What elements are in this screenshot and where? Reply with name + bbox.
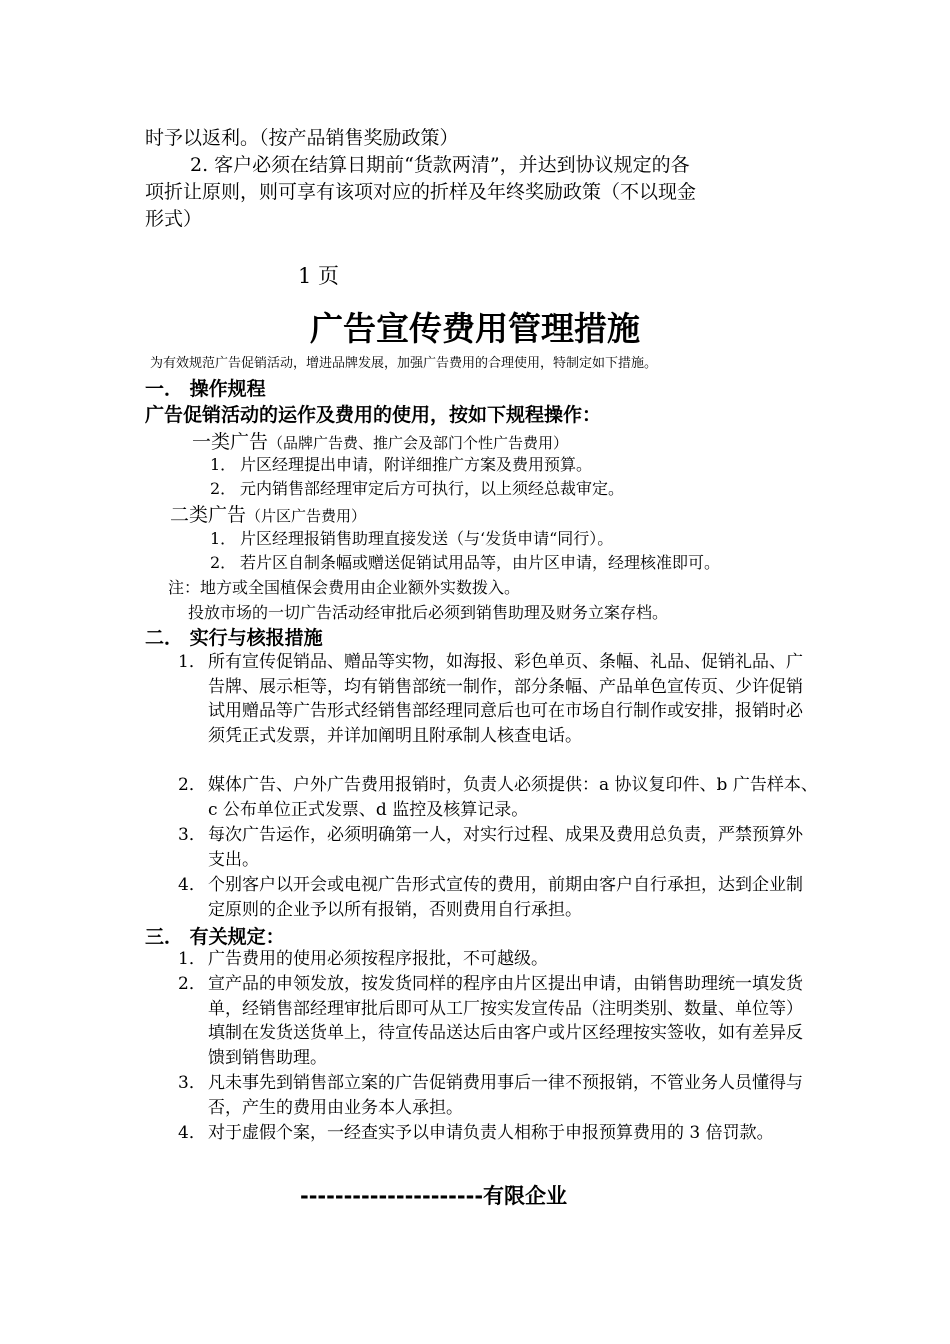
class-1-item: 2． 元内销售部经理审定后方可执行，以上须经总裁审定。 [210,479,625,498]
class-1-item: 1． 片区经理提出申请，附详细推广方案及费用预算。 [210,455,593,474]
section-2-item: 3． 每次广告运作，必须明确第一人，对实行过程、成果及费用总负责，严禁预算外支出。 [178,825,803,870]
note-line-2: 投放市场的一切广告活动经审批后必须到销售助理及财务立案存档。 [188,603,669,622]
class-2-label: 二类广告 [170,504,247,526]
section-1-heading: 一． 操作规程 [145,378,266,400]
section-2-item: 1． 所有宣传促销品、赠品等实物，如海报、彩色单页、条幅、礼品、促销礼品、广告牌、展示柜等，均有销售部统一制作，部分条幅、产品单色宣传页、少许促销试用赠品等广告形式经销售部经理同意后也可在市场自行制作或安排，报销时必须凭正式发票，并详加阐明且附承制人核查电话。 [178,652,803,746]
class-1-label: 一类广告 [192,431,269,453]
section-2-item: 2． 媒体广告、户外广告费用报销时，负责人必须提供：a 协议复印件、b 广告样本、c 公布单位正式发票、d 监控及核算记录。 [178,775,818,820]
section-1-subheading: 广告促销活动的运作及费用的使用，按如下规程操作： [145,404,602,426]
class-2-note: （片区广告费用） [246,507,367,525]
section-3-item: 2． 宣产品的申领发放，按发货同样的程序由片区提出申请，由销售助理统一填发货单，经销售部经理审批后即可从工厂按实发宣传品（注明类别、数量、单位等）填制在发货送货单上，待宣传品送达后由客户或片区经理按实签收，如有差异反馈到销售助理。 [178,974,803,1068]
class-1-heading [192,427,568,454]
section-3-item: 4． 对于虚假个案，一经查实予以申请负责人相称于申报预算费用的 3 倍罚款。 [178,1123,774,1143]
note-line-1: 注：地方或全国植保会费用由企业额外实数拨入。 [168,578,521,597]
intro-text: 为有效规范广告促销活动，增进品牌发展，加强广告费用的合理使用，特制定如下措施。 [150,356,658,371]
continued-text-line: 时予以返利。（按产品销售奖励政策） [145,127,459,149]
class-1-note: （品牌广告费、推广会及部门个性广告费用） [268,434,569,452]
section-3-item: 1． 广告费用的使用必须按程序报批，不可越级。 [178,949,548,969]
class-2-item: 2． 若片区自制条幅或赠送促销试用品等，由片区申请，经理核准即可。 [210,553,721,572]
continued-item-2-line2: 项折让原则，则可享有该项对应的折样及年终奖励政策（不以现金 [145,181,697,203]
class-2-heading [170,500,366,527]
section-2-heading: 二． 实行与核报措施 [145,627,323,649]
company-footer: ---------------------有限企业 [300,1184,568,1208]
page-title: 广告宣传费用管理措施 [310,309,640,348]
continued-item-2-line3: 形式） [145,208,203,230]
section-3-heading: 三． 有关规定： [145,926,285,948]
continued-item-2-line1: 2. 客户必须在结算日期前“货款两清”，并达到协议规定的各 [190,154,690,176]
section-3-item: 3． 凡未事先到销售部立案的广告促销费用事后一律不预报销，不管业务人员懂得与否，产生的费用由业务本人承担。 [178,1073,803,1118]
page-number: 1 页 [298,264,340,288]
class-2-item: 1． 片区经理报销售助理直接发送（与‘发货申请“同行）。 [210,529,614,548]
section-2-item: 4． 个别客户以开会或电视广告形式宣传的费用，前期由客户自行承担，达到企业制定原则的企业予以所有报销，否则费用自行承担。 [178,875,803,920]
